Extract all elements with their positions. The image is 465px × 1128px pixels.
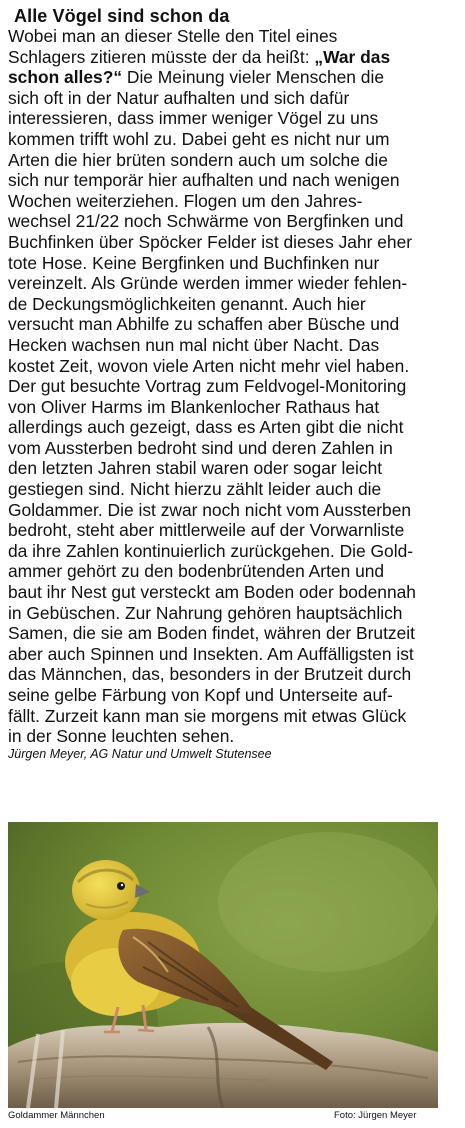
- photo-caption: Goldammer Männchen: [8, 1110, 105, 1121]
- body-line: allerdings auch gezeigt, dass es Arten gibt die nicht: [8, 417, 404, 438]
- body-line: de Deckungsmöglichkeiten genannt. Auch hier: [8, 293, 366, 314]
- article: [8, 6, 456, 762]
- body-line: in der Sonne leuchten sehen.: [8, 726, 235, 747]
- body-line: kommen trifft wohl zu. Dabei geht es nicht nur um: [8, 128, 390, 149]
- body-line: seine gelbe Färbung von Kopf und Unterseite auf-: [8, 685, 393, 705]
- body-line: Der gut besuchte Vortrag zum Feldvogel-Monitoring: [8, 376, 407, 397]
- body-line: bedroht, steht aber mittlerweile auf der Vorwarnliste: [8, 520, 405, 541]
- body-line: versucht man Abhilfe zu schaffen aber Büsche und: [8, 314, 400, 335]
- body-line: aber auch Spinnen und Insekten. Am Auffälligsten ist: [8, 643, 414, 664]
- body-line: sich nur temporär hier aufhalten und nach wenigen: [8, 170, 400, 191]
- quoted-title-part-1: „War das: [314, 46, 391, 67]
- body-line: ammer gehört zu den bodenbrütenden Arten und: [8, 561, 385, 582]
- body-line: baut ihr Nest gut versteckt am Boden oder bodennah: [8, 582, 416, 603]
- body-line: Wochen weiterziehen. Flogen um den Jahres-: [8, 190, 363, 211]
- body-line: vereinzelt. Als Gründe werden immer wieder fehlen-: [8, 273, 408, 294]
- body-line: kostet Zeit, wovon viele Arten nicht mehr viel haben.: [8, 355, 410, 376]
- bird-eye: [117, 882, 125, 890]
- body-line: den letzten Jahren stabil waren oder sogar leicht: [8, 458, 383, 479]
- body-line: von Oliver Harms im Blankenlocher Rathaus hat: [8, 396, 380, 417]
- yellowhammer-photo: [8, 822, 438, 1108]
- body-line: fällt. Zurzeit kann man sie morgens mit etwas Glück: [8, 705, 407, 726]
- body-line: sich oft in der Natur aufhalten und sich dafür: [8, 87, 350, 108]
- body-line: Samen, die sie am Boden findet, währen der Brutzeit: [8, 623, 415, 644]
- body-line: wechsel 21/22 noch Schwärme von Bergfinken und: [8, 211, 404, 232]
- body-line: gestiegen sind. Nicht hierzu zählt leider auch die: [8, 479, 382, 500]
- article-headline: Alle Vögel sind schon da: [14, 6, 230, 26]
- body-line: tote Hose. Keine Bergfinken und Buchfinken nur: [8, 252, 380, 273]
- body-line: da ihre Zahlen kontinuierlich zurückgehen. Die Gold-: [8, 540, 414, 561]
- body-line: Hecken wachsen nun mal nicht über Nacht. Das: [8, 334, 380, 355]
- article-byline: Jürgen Meyer, AG Natur und Umwelt Stutensee: [8, 746, 272, 761]
- body-line: das Männchen, das, besonders in der Brutzeit durch: [8, 664, 412, 685]
- body-line: Wobei man an dieser Stelle den Titel eines: [8, 26, 338, 46]
- body-line: Die Meinung vieler Menschen die: [122, 67, 385, 88]
- body-line: Schlagers zitieren müsste der da heißt:: [8, 46, 315, 67]
- article-body: [8, 26, 456, 747]
- quoted-title-part-2: schon alles?“: [8, 67, 123, 88]
- body-line: interessieren, dass immer weniger Vögel zu uns: [8, 108, 379, 129]
- photo-credit: Foto: Jürgen Meyer: [334, 1110, 417, 1121]
- body-line: Buchfinken über Spöcker Felder ist dieses Jahr eher: [8, 231, 413, 252]
- body-line: in Gebüschen. Zur Nahrung gehören hauptsächlich: [8, 602, 403, 623]
- body-line: Arten die hier brüten sondern auch um solche die: [8, 149, 388, 170]
- body-line: Goldammer. Die ist zwar noch nicht vom Aussterben: [8, 499, 412, 520]
- body-line: vom Aussterben bedroht sind und deren Zahlen in: [8, 437, 393, 458]
